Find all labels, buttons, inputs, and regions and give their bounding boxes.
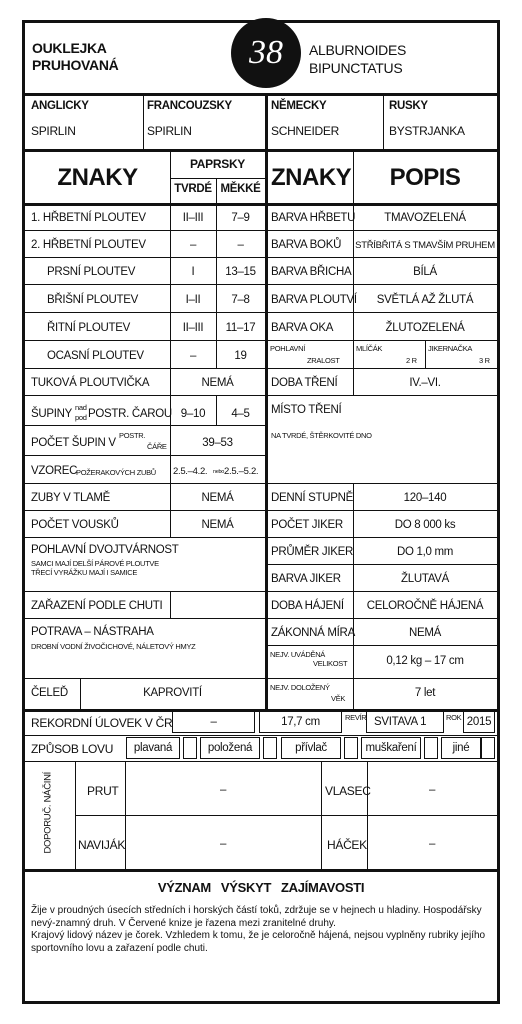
tackle-side-label: DOPORUČ. NÁČINÍ — [42, 771, 54, 854]
barbels-label: POČET VOUSKŮ — [31, 519, 119, 531]
rod-label: PRUT — [87, 784, 119, 798]
spawning-time-label: DOBA TŘENÍ — [271, 377, 338, 389]
dimorphism-line1: SAMCI MAJÍ DELŠÍ PÁROVÉ PLOUTVE — [31, 559, 159, 568]
latin-name-line1: ALBURNOIDES — [309, 42, 407, 58]
fin-soft: 7–9 — [231, 212, 250, 224]
fin-soft: – — [237, 239, 244, 251]
adipose-label: TUKOVÁ PLOUTVIČKA — [31, 377, 150, 389]
fin-soft: 13–15 — [225, 266, 256, 278]
barbels-value: NEMÁ — [201, 519, 234, 531]
color-value: ŽLUTOZELENÁ — [385, 322, 465, 334]
znaky-right-heading: ZNAKY — [271, 164, 352, 191]
family-value: KAPROVITÍ — [143, 687, 202, 699]
right-mid-label: ZÁKONNÁ MÍRA — [271, 627, 355, 639]
record-rok-label: ROK — [446, 713, 462, 722]
spawning-place-label: MÍSTO TŘENÍ — [271, 404, 342, 416]
number-badge: 38 — [231, 18, 301, 88]
hook-value: – — [428, 838, 436, 850]
food-value: DROBNÍ VODNÍ ŽIVOČICHOVÉ, NÁLETOVÝ HMYZ — [31, 642, 196, 651]
scales-count-sub: ČÁŘE — [147, 442, 167, 451]
right-mid-value: ŽLUTAVÁ — [401, 573, 449, 585]
formula-value2: 2.5.–5.2. — [224, 466, 259, 477]
female-label: JIKERNAČKA — [428, 344, 473, 353]
scales-count-value: 39–53 — [202, 437, 233, 449]
color-label: BARVA OKA — [271, 322, 334, 334]
right-mid-label: DENNÍ STUPNĚ — [271, 492, 354, 504]
fin-label: 1. HŘBETNÍ PLOUTEV — [31, 212, 146, 224]
method-item: muškaření — [365, 742, 417, 754]
tvrde-heading: TVRDÉ — [174, 183, 212, 195]
color-label: BARVA BOKŮ — [271, 239, 342, 251]
family-label: ČELEĎ — [31, 687, 68, 699]
adipose-value: NEMÁ — [201, 377, 234, 389]
dimorphism-line2: TŘECÍ VYRÁŽKU MAJÍ I SAMICE — [31, 568, 138, 577]
method-item: přívlač — [295, 742, 327, 754]
formula-alt: nebo — [213, 469, 225, 475]
fin-label: PRSNÍ PLOUTEV — [47, 266, 136, 278]
record-revir-label: REVÍR — [345, 713, 367, 722]
maturity-label2: ZRALOST — [307, 356, 340, 365]
lang-french: FRANCOUZSKY — [147, 100, 232, 112]
czech-name-line1: OUKLEJKA — [32, 40, 107, 56]
right-mid-value: 120–140 — [403, 492, 447, 504]
spawning-place-value: NA TVRDÉ, ŠTĚRKOVITÉ DNO — [271, 431, 372, 440]
fin-label: BŘIŠNÍ PLOUTEV — [47, 294, 139, 306]
taste-label: ZAŘAZENÍ PODLE CHUTI — [31, 600, 163, 612]
mekke-heading: MĚKKÉ — [220, 183, 261, 195]
fish-card — [22, 20, 500, 1004]
color-label: BARVA BŘICHA — [271, 266, 352, 278]
lang-russian: RUSKY — [389, 100, 428, 112]
right-mid-label: BARVA JIKER — [271, 573, 341, 585]
hook-label: HÁČEK — [327, 838, 367, 852]
fin-hard: – — [189, 239, 197, 251]
fin-soft: 19 — [234, 350, 247, 362]
scales-count-sup: POSTR. — [119, 431, 146, 440]
age-label1: NEJV. DOLOŽENÝ — [270, 683, 330, 692]
color-value: STŘÍBŘITÁ S TMAVŠÍM PRUHEM — [355, 240, 495, 251]
reel-label: NAVIJÁK — [78, 838, 126, 852]
fin-label: 2. HŘBETNÍ PLOUTEV — [31, 239, 146, 251]
bottom-title: VÝZNAM VÝSKYT ZAJÍMAVOSTI — [157, 880, 365, 895]
right-mid-label: DOBA HÁJENÍ — [271, 600, 344, 612]
rod-value: – — [219, 784, 227, 796]
teeth-label: ZUBY V TLAMĚ — [31, 492, 111, 504]
size-label1: NEJV. UVÁDĚNÁ — [270, 650, 326, 659]
record-label: REKORDNÍ ÚLOVEK V ČR — [31, 716, 173, 730]
scales-lateral-sup: nad — [75, 403, 87, 412]
color-value: SVĚTLÁ AŽ ŽLUTÁ — [376, 294, 474, 306]
scales-above-value: 9–10 — [180, 408, 206, 420]
line-label: VLASEC — [325, 784, 371, 798]
spawning-time-value: IV.–VI. — [409, 377, 441, 389]
color-label: BARVA PLOUTVÍ — [271, 294, 357, 306]
name-english: SPIRLIN — [31, 124, 76, 138]
record-rok: 2015 — [466, 716, 492, 728]
right-mid-value: DO 1,0 mm — [396, 546, 454, 558]
name-german: SCHNEIDER — [271, 124, 339, 138]
age-label2: VĚK — [331, 694, 346, 703]
right-mid-value: DO 8 000 ks — [394, 519, 456, 531]
fin-label: ŘITNÍ PLOUTEV — [47, 322, 131, 334]
lang-english: ANGLICKY — [31, 100, 89, 112]
znaky-left-heading: ZNAKY — [57, 164, 138, 191]
maturity-label1: POHLAVNÍ — [270, 344, 305, 353]
reel-value: – — [219, 838, 227, 850]
bottom-paragraph-2: Krajový lidový název je čorek. Vzhledem k tomu, že je celoročně hájená, nejsou vyplněny rubriky jejího sportovního lovu a zařazení podle chuti. — [31, 930, 486, 954]
name-russian: BYSTRJANKA — [389, 124, 465, 138]
color-value: TMAVOZELENÁ — [384, 212, 466, 224]
popis-heading: POPIS — [389, 164, 461, 191]
size-label2: VELIKOST — [313, 659, 348, 668]
size-value: 0,12 kg – 17 cm — [386, 655, 464, 667]
method-item: položená — [207, 742, 253, 754]
male-value: 2 R — [406, 356, 417, 365]
fin-soft: 11–17 — [225, 322, 256, 334]
fin-hard: II–III — [182, 212, 204, 224]
formula-small: POŽERAKOVÝCH ZUBŮ — [76, 468, 156, 477]
right-mid-value: NEMÁ — [408, 627, 442, 639]
latin-name-line2: BIPUNCTATUS — [309, 60, 403, 76]
line-value: – — [428, 784, 436, 796]
right-mid-label: PRŮMĚR JIKER — [271, 546, 354, 558]
formula-label: VZOREC — [31, 465, 78, 477]
record-revir: SVITAVA 1 — [374, 716, 427, 728]
formula-value: 2.5.–4.2. — [173, 466, 208, 477]
fin-hard: – — [189, 350, 197, 362]
dimorphism-label: POHLAVNÍ DVOJTVÁRNOST — [31, 544, 179, 556]
scales-lateral-post: POSTR. ČAROU — [88, 408, 172, 420]
color-value: BÍLÁ — [413, 266, 437, 278]
record-weight: – — [210, 716, 217, 728]
name-french: SPIRLIN — [147, 124, 192, 138]
color-label: BARVA HŘBETU — [271, 212, 356, 224]
fin-label: OCASNÍ PLOUTEV — [47, 350, 144, 362]
female-value: 3 R — [479, 356, 490, 365]
fin-soft: 7–8 — [231, 294, 250, 306]
food-label: POTRAVA – NÁSTRAHA — [31, 626, 154, 638]
method-item: plavaná — [133, 742, 173, 754]
fin-hard: I — [191, 266, 195, 278]
fin-hard: I–II — [185, 294, 201, 306]
fin-hard: II–III — [182, 322, 204, 334]
right-mid-label: POČET JIKER — [271, 519, 343, 531]
age-value: 7 let — [414, 687, 436, 699]
scales-lateral-sub: pod — [75, 413, 87, 422]
bottom-paragraph-1: Žije v proudných úsecích středních i horských částí toků, zdržuje se v hejnech u hladiny. Hospodářsky nevý-znamný druh. V Červené knize je řazena mezi zranitelné druhy. — [31, 905, 482, 929]
teeth-value: NEMÁ — [201, 492, 234, 504]
paprsky-heading: PAPRSKY — [189, 157, 246, 171]
czech-name-line2: PRUHOVANÁ — [32, 57, 119, 73]
scales-below-value: 4–5 — [231, 408, 250, 420]
scales-count-pre: POČET ŠUPIN V — [31, 437, 116, 449]
male-label: MLÍČÁK — [356, 344, 383, 353]
record-length: 17,7 cm — [281, 716, 320, 728]
right-mid-value: CELOROČNĚ HÁJENÁ — [366, 600, 484, 612]
scales-lateral-pre: ŠUPINY — [31, 408, 73, 420]
method-item: jiné — [452, 742, 470, 754]
lang-german: NĚMECKY — [271, 100, 327, 112]
methods-label: ZPŮSOB LOVU — [31, 742, 114, 756]
